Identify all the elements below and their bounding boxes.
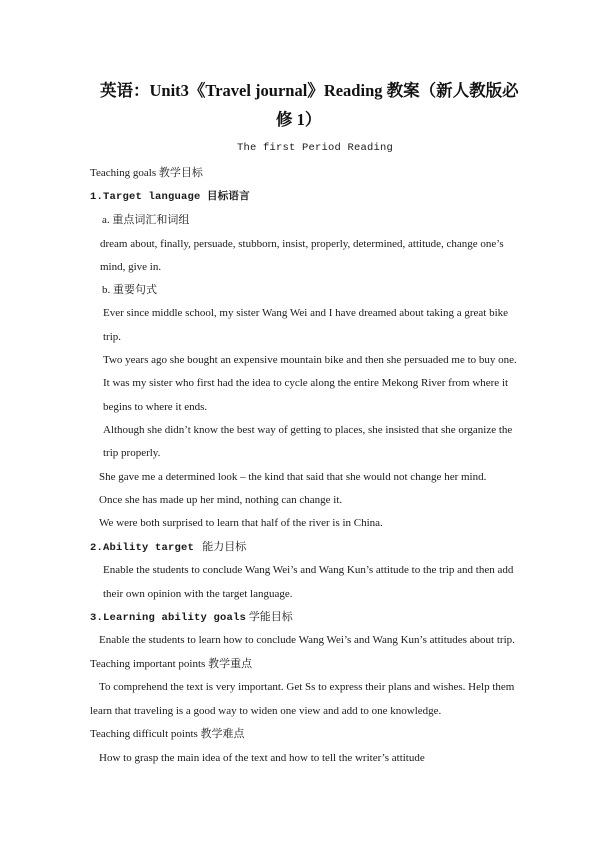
heading-target-language: 1.Target language 目标语言: [90, 191, 250, 203]
sentence-4-line-1: Although she didn’t know the best way of getting to places, she insisted that she organize the: [103, 424, 513, 436]
learning-heading-zh: 学能目标: [248, 611, 293, 623]
difficult-line: How to grasp the main idea of the text and how to tell the writer’s attitude: [99, 752, 425, 764]
vocab-line-2: mind, give in.: [100, 261, 162, 273]
heading-vocabulary: a. 重点词汇和词组: [102, 214, 190, 226]
ability-heading-en: 2.Ability target: [90, 542, 195, 554]
sentence-3-line-1: It was my sister who first had the idea to cycle along the entire Mekong River from where it: [103, 377, 509, 389]
ability-line-1: Enable the students to conclude Wang Wei’s and Wang Kun’s attitude to the trip and then add: [103, 564, 514, 576]
ability-heading-zh: 能力目标: [202, 541, 247, 553]
vocab-line-1: dream about, finally, persuade, stubborn, insist, properly, determined, attitude, change one’s: [100, 238, 504, 250]
sentence-6: Once she has made up her mind, nothing can change it.: [99, 494, 343, 506]
sentence-1-line-1: Ever since middle school, my sister Wang Wei and I have dreamed about taking a great bike: [103, 307, 509, 319]
document-title-line-1: 英语：Unit3《Travel journal》Reading 教案（新人教版必: [100, 81, 519, 100]
document-subtitle: The first Period Reading: [237, 142, 394, 154]
important-line-2: learn that traveling is a good way to widen one view and add to one knowledge.: [90, 705, 442, 717]
heading-teaching-goals: Teaching goals 教学目标: [90, 167, 203, 179]
heading-sentence-patterns: b. 重要句式: [102, 284, 157, 296]
heading-ability-target: [90, 540, 246, 555]
ability-line-2: their own opinion with the target language.: [103, 588, 293, 600]
sentence-4-line-2: trip properly.: [103, 447, 161, 459]
learning-heading-en: 3.Learning ability goals: [90, 612, 247, 624]
sentence-3-line-2: begins to where it ends.: [103, 401, 208, 413]
sentence-2: Two years ago she bought an expensive mountain bike and then she persuaded me to buy one.: [103, 354, 517, 366]
important-line-1: To comprehend the text is very important. Get Ss to express their plans and wishes. Help them: [99, 681, 515, 693]
sentence-7: We were both surprised to learn that half of the river is in China.: [99, 517, 383, 529]
sentence-1-line-2: trip.: [103, 331, 122, 343]
heading-important-points: Teaching important points 教学重点: [90, 658, 253, 670]
document-title-line-2: 修 1）: [276, 110, 322, 129]
sentence-5: She gave me a determined look – the kind that said that she would not change her mind.: [99, 471, 487, 483]
heading-learning-ability: [90, 610, 293, 625]
learning-line: Enable the students to learn how to conclude Wang Wei’s and Wang Kun’s attitudes about trip.: [99, 634, 515, 646]
heading-difficult-points: Teaching difficult points 教学难点: [90, 728, 245, 740]
